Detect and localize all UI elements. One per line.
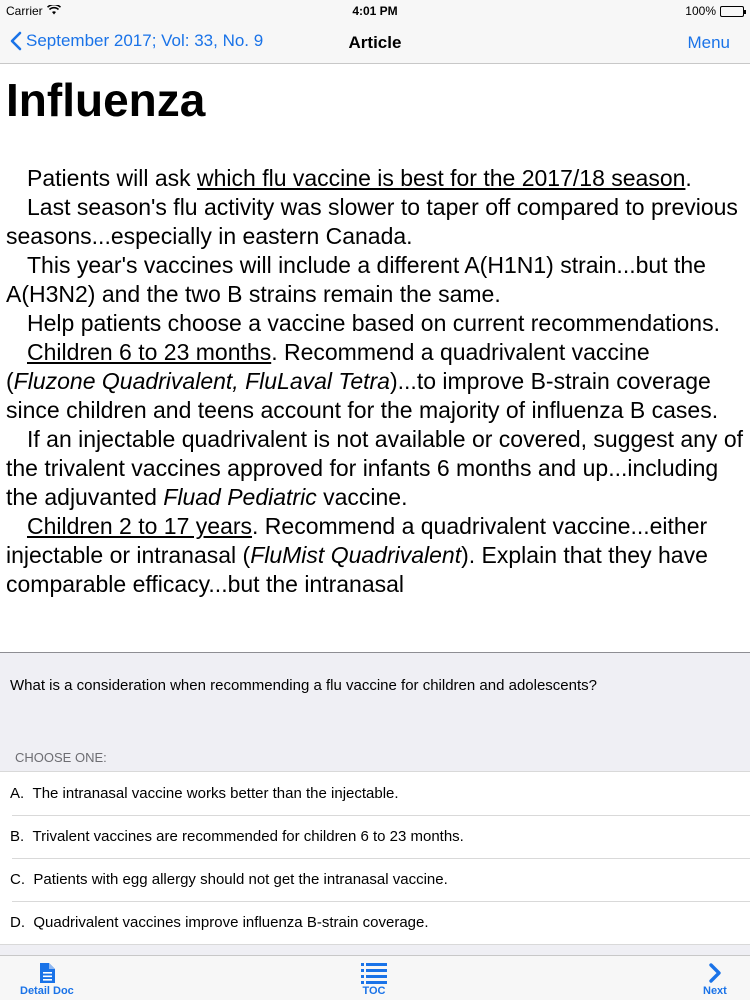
answer-choice-a[interactable]: A. The intranasal vaccine works better than the injectable.	[10, 785, 399, 802]
section-heading-2-17-years: Children 2 to 17 years	[27, 513, 253, 539]
article-paragraph: If an injectable quadrivalent is not available or covered, suggest any of the trivalent vaccines approved for infants 6 months and up...including the adjuvanted Fluad Pediatric vaccine.	[6, 426, 743, 510]
navigation-bar	[0, 22, 750, 64]
question-panel	[0, 652, 750, 955]
status-bar	[0, 0, 750, 22]
menu-button[interactable]: Menu	[687, 33, 730, 52]
article-paragraph: Children 2 to 17 years. Recommend a quadrivalent vaccine...either injectable or intranasal (FluMist Quadrivalent). Explain that they have comparable efficacy...but the intranasal	[6, 513, 708, 597]
battery-icon	[720, 6, 744, 17]
article-paragraph: Help patients choose a vaccine based on current recommendations.	[27, 310, 720, 336]
article-paragraph: Patients will ask which flu vaccine is best for the 2017/18 season.	[27, 165, 692, 191]
bottom-toolbar	[0, 955, 750, 1000]
document-icon	[37, 962, 57, 984]
detail-doc-label: Detail Doc	[20, 985, 74, 997]
toc-button[interactable]	[360, 962, 388, 997]
chevron-left-icon	[10, 31, 22, 51]
next-label: Next	[703, 985, 727, 997]
article-content	[0, 64, 750, 652]
toc-label: TOC	[362, 985, 386, 997]
article-paragraph: Children 6 to 23 months. Recommend a quadrivalent vaccine (Fluzone Quadrivalent, FluLaval Tetra)...to improve B-strain coverage since children and teens account for the majority of influenza B cases.	[6, 339, 719, 423]
battery-percent: 100%	[685, 4, 716, 18]
back-button[interactable]	[10, 31, 263, 51]
article-paragraph: Last season's flu activity was slower to taper off compared to previous seasons...especially in eastern Canada.	[6, 194, 738, 249]
nav-title: Article	[348, 33, 402, 52]
question-text: What is a consideration when recommending a flu vaccine for children and adolescents?	[10, 677, 597, 694]
chevron-right-icon	[708, 962, 722, 984]
status-time: 4:01 PM	[352, 4, 398, 18]
back-button-label: September 2017; Vol: 33, No. 9	[26, 31, 264, 50]
article-paragraph: This year's vaccines will include a different A(H1N1) strain...but the A(H3N2) and the two B strains remain the same.	[6, 252, 706, 307]
season-link[interactable]: which flu vaccine is best for the 2017/18 season	[197, 165, 686, 191]
answer-choice-d[interactable]: D. Quadrivalent vaccines improve influenza B-strain coverage.	[0, 901, 750, 944]
choose-one-label: CHOOSE ONE:	[15, 750, 107, 765]
answer-choice-c[interactable]: C. Patients with egg allergy should not get the intranasal vaccine.	[0, 858, 750, 901]
list-icon	[360, 962, 388, 984]
section-heading-6-23-months: Children 6 to 23 months	[27, 339, 272, 365]
battery-info	[685, 4, 744, 18]
answer-choices	[0, 771, 750, 945]
answer-choice-b[interactable]: B. Trivalent vaccines are recommended for children 6 to 23 months.	[0, 815, 750, 858]
carrier-label: Carrier	[6, 4, 43, 18]
next-button[interactable]	[703, 962, 727, 997]
detail-doc-button[interactable]	[20, 962, 74, 997]
article-title: Influenza	[6, 74, 206, 126]
